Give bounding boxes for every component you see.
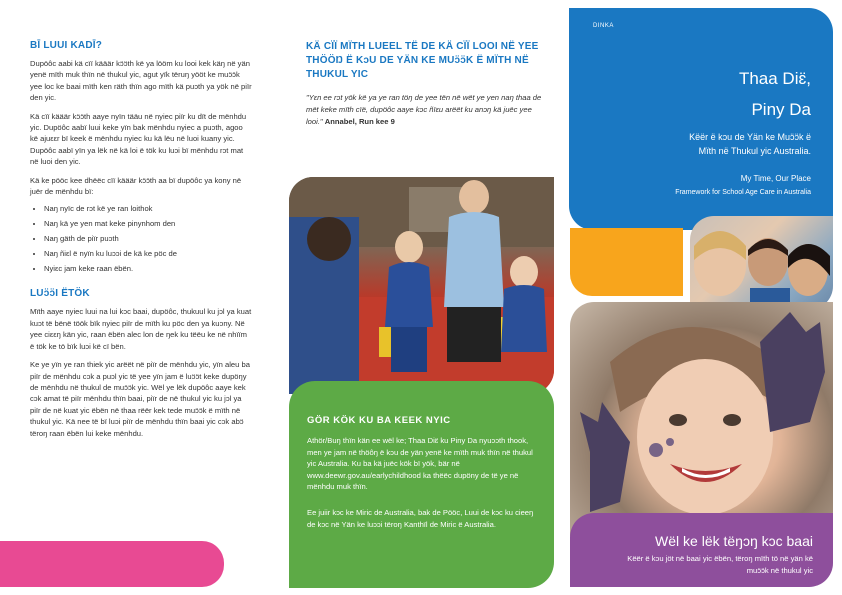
language-tag: DINKA	[593, 23, 614, 29]
classroom-illustration	[289, 177, 554, 394]
panel-middle	[306, 40, 544, 128]
english-subtitle: Framework for School Age Care in Australia	[675, 189, 811, 196]
outcomes-intro: Kä ke pööc kee dhëëc cïï kääär kɔ̈ɔ̈th aa bï dupöôc ya kony në juër de mënhdu bï:	[30, 175, 242, 197]
cover-title-line-2: Piny Da	[751, 100, 811, 119]
together-paragraph-1: Mïth aaye nyiec luui na lui kɔc baai, dupöôc, thukuul ku jɔl ya kuat kuɔt të bënë töök bïk nyiec piïr de mïth ku pöc den ya kuɔny. Në yee ciεεŋ kän yic, raan ëbën alec lon de ŋek ku tëëu ke në nhïïm ë tök ke tö bïk luɔi kë cï bën.	[30, 307, 252, 351]
publisher-paragraph: Ee juiir kɔc ke Miric de Australia, bak de Pööc, Luui de kɔc ku cieeŋ de kɔc në Yän ke luɔɔi tëroŋ Kanthïl de Miric ë Australia.	[307, 508, 534, 529]
focus-paragraph: Kä cïï kääär kɔ̈ɔ̈th aaye nyïn tääu në nyiec piïr ku dït de mënhdu yic. Dupöôc aabï luui keke yïn bak mënhdu nyiec a puɔth, agoo kë ajuεεr bï keek ë mënhdu nyiec ku kä lëu në luoi kuany yic. Dupöôc aabï yïn ya lëk në kä loi ë tök ku luɔi bï mënhdu rɔt mat në luoi den yic.	[30, 111, 247, 167]
footer-subtitle-line-1: Këër ë kɔu jöt në baai yic ëbën, tëroŋ mïth tö në yän kë	[627, 554, 813, 563]
list-item: • Naŋ nyïc de rɔt kë ye ran loithok	[44, 201, 252, 216]
photo-children-classroom	[289, 177, 554, 394]
list-item: • Nyiεc jam keke raan ëbën.	[44, 261, 252, 276]
photo-children-group	[690, 216, 833, 310]
quote-attribution: Annabel, Run kee 9	[324, 117, 395, 126]
footer-title: Wël ke lëk tëŋɔŋ kɔc baai	[655, 533, 813, 549]
cover-title-box	[569, 8, 833, 230]
heading-children-say: KÄ CÏÏ MÏTH LUEEL TË DE KÄ CÏÏ LOOI NË YEE THÖÖŊ Ë KɔU DE YÄN KE MUɔ̈ɔ̈K Ë MÏTH NË THUKUL YIC	[306, 41, 539, 80]
orange-decorative-block	[570, 228, 683, 296]
photo-child-painted-hands	[570, 302, 833, 536]
heading-what-is-it: BĪ LUUI KADĪ?	[30, 40, 103, 51]
together-paragraph-2: Ke ye yïn ye ran thiek yic arëët në piïr de mënhdu yic, yïn aleu ba piïr de mënhdu cɔk a puɔl yic të yee yïn jam ë luɔ̈ɔ̈t keke dupöŋy de mënhdu në thukul de muɔ̈ɔ̈k yic. Wël ye lëk dupöôc aaye kek cɔk amat të piïr mënhdu thïn baai, piïr de në thukul yic ku jɔl ya piïr de në kuat yic ëbën në thaa rëër kek tede muɔ̈ɔ̈k ë mïth në thukul yic. Kä nee të bï luɔi piïr de mënhdu thïn baai yic cɔk abɔ̈ tëroŋ raan ëbën lui keke mënhdu.	[30, 360, 250, 438]
more-info-paragraph: Athör/Buŋ thïn kän ee wël ke; Thaa Diɛ̈ ku Piny Da nyuɔɔth thook, men ye jam në thöôŋ ë kɔu de yän yenë ke mïth muk thïn në thukul yic Australia. Ku ba kä juëc kök bï yök, bär në www.deewr.gov.au/earlychildhood ka thëëc dupöny de të ye në mënhdu muk thïn.	[307, 436, 533, 491]
footer-subtitle-line-2: muɔ̈ɔ̈k në thukul yic	[746, 566, 813, 575]
green-info-box	[289, 381, 554, 588]
heading-working-together: LUɔ̈ɔ̈I ËTÖK	[30, 288, 90, 300]
cover-subtitle-line-1: Këër ë kɔu de Yän ke Muɔ̈ɔ̈k ë	[689, 132, 811, 142]
pink-decorative-bar	[0, 541, 224, 587]
child-quote	[306, 92, 544, 128]
child-face-illustration	[570, 302, 833, 536]
english-title: My Time, Our Place	[740, 174, 811, 183]
intro-paragraph: Dupöôc aabi kä cïï kääär kɔ̈ɔ̈th kë ya lööm ku looi kek käŋ në yän yenë mïth muk thïn në thukul yic, agut yïk tëruŋ yööt ke muɔ̈ɔ̈k yee loc ke baai mïth ken räth thïn ago mïth kä puɔth ya yök në piïr den yic.	[30, 59, 252, 103]
footer-title-box	[570, 513, 833, 587]
cover-title-line-1: Thaa Diɛ̈,	[738, 69, 811, 88]
more-info-heading: GÖR KÖK KU BA KEEK NYIC	[307, 415, 451, 426]
quote-text: "Yεn ee rɔt yök kë ya ye ran töŋ de yee tën në wët ye yen naŋ thaa de mët keke mïth cïë, dupöôc aaye kɔc ñïεu arëët ku anɔŋ kä juëc yee looi."	[306, 93, 542, 126]
children-illustration	[690, 216, 833, 310]
list-item: • Naŋ gäth de piïr puɔth	[44, 231, 252, 246]
panel-left	[30, 40, 252, 439]
cover-subtitle-line-2: Mïth në Thukul yic Australia.	[698, 146, 811, 156]
list-item: • Naŋ kä ye yen mat keke pinynhom den	[44, 216, 252, 231]
list-item: • Naŋ ñiεl ë nyïn ku luɔɔi de kä ke pöc de	[44, 246, 252, 261]
outcomes-list	[30, 201, 252, 276]
